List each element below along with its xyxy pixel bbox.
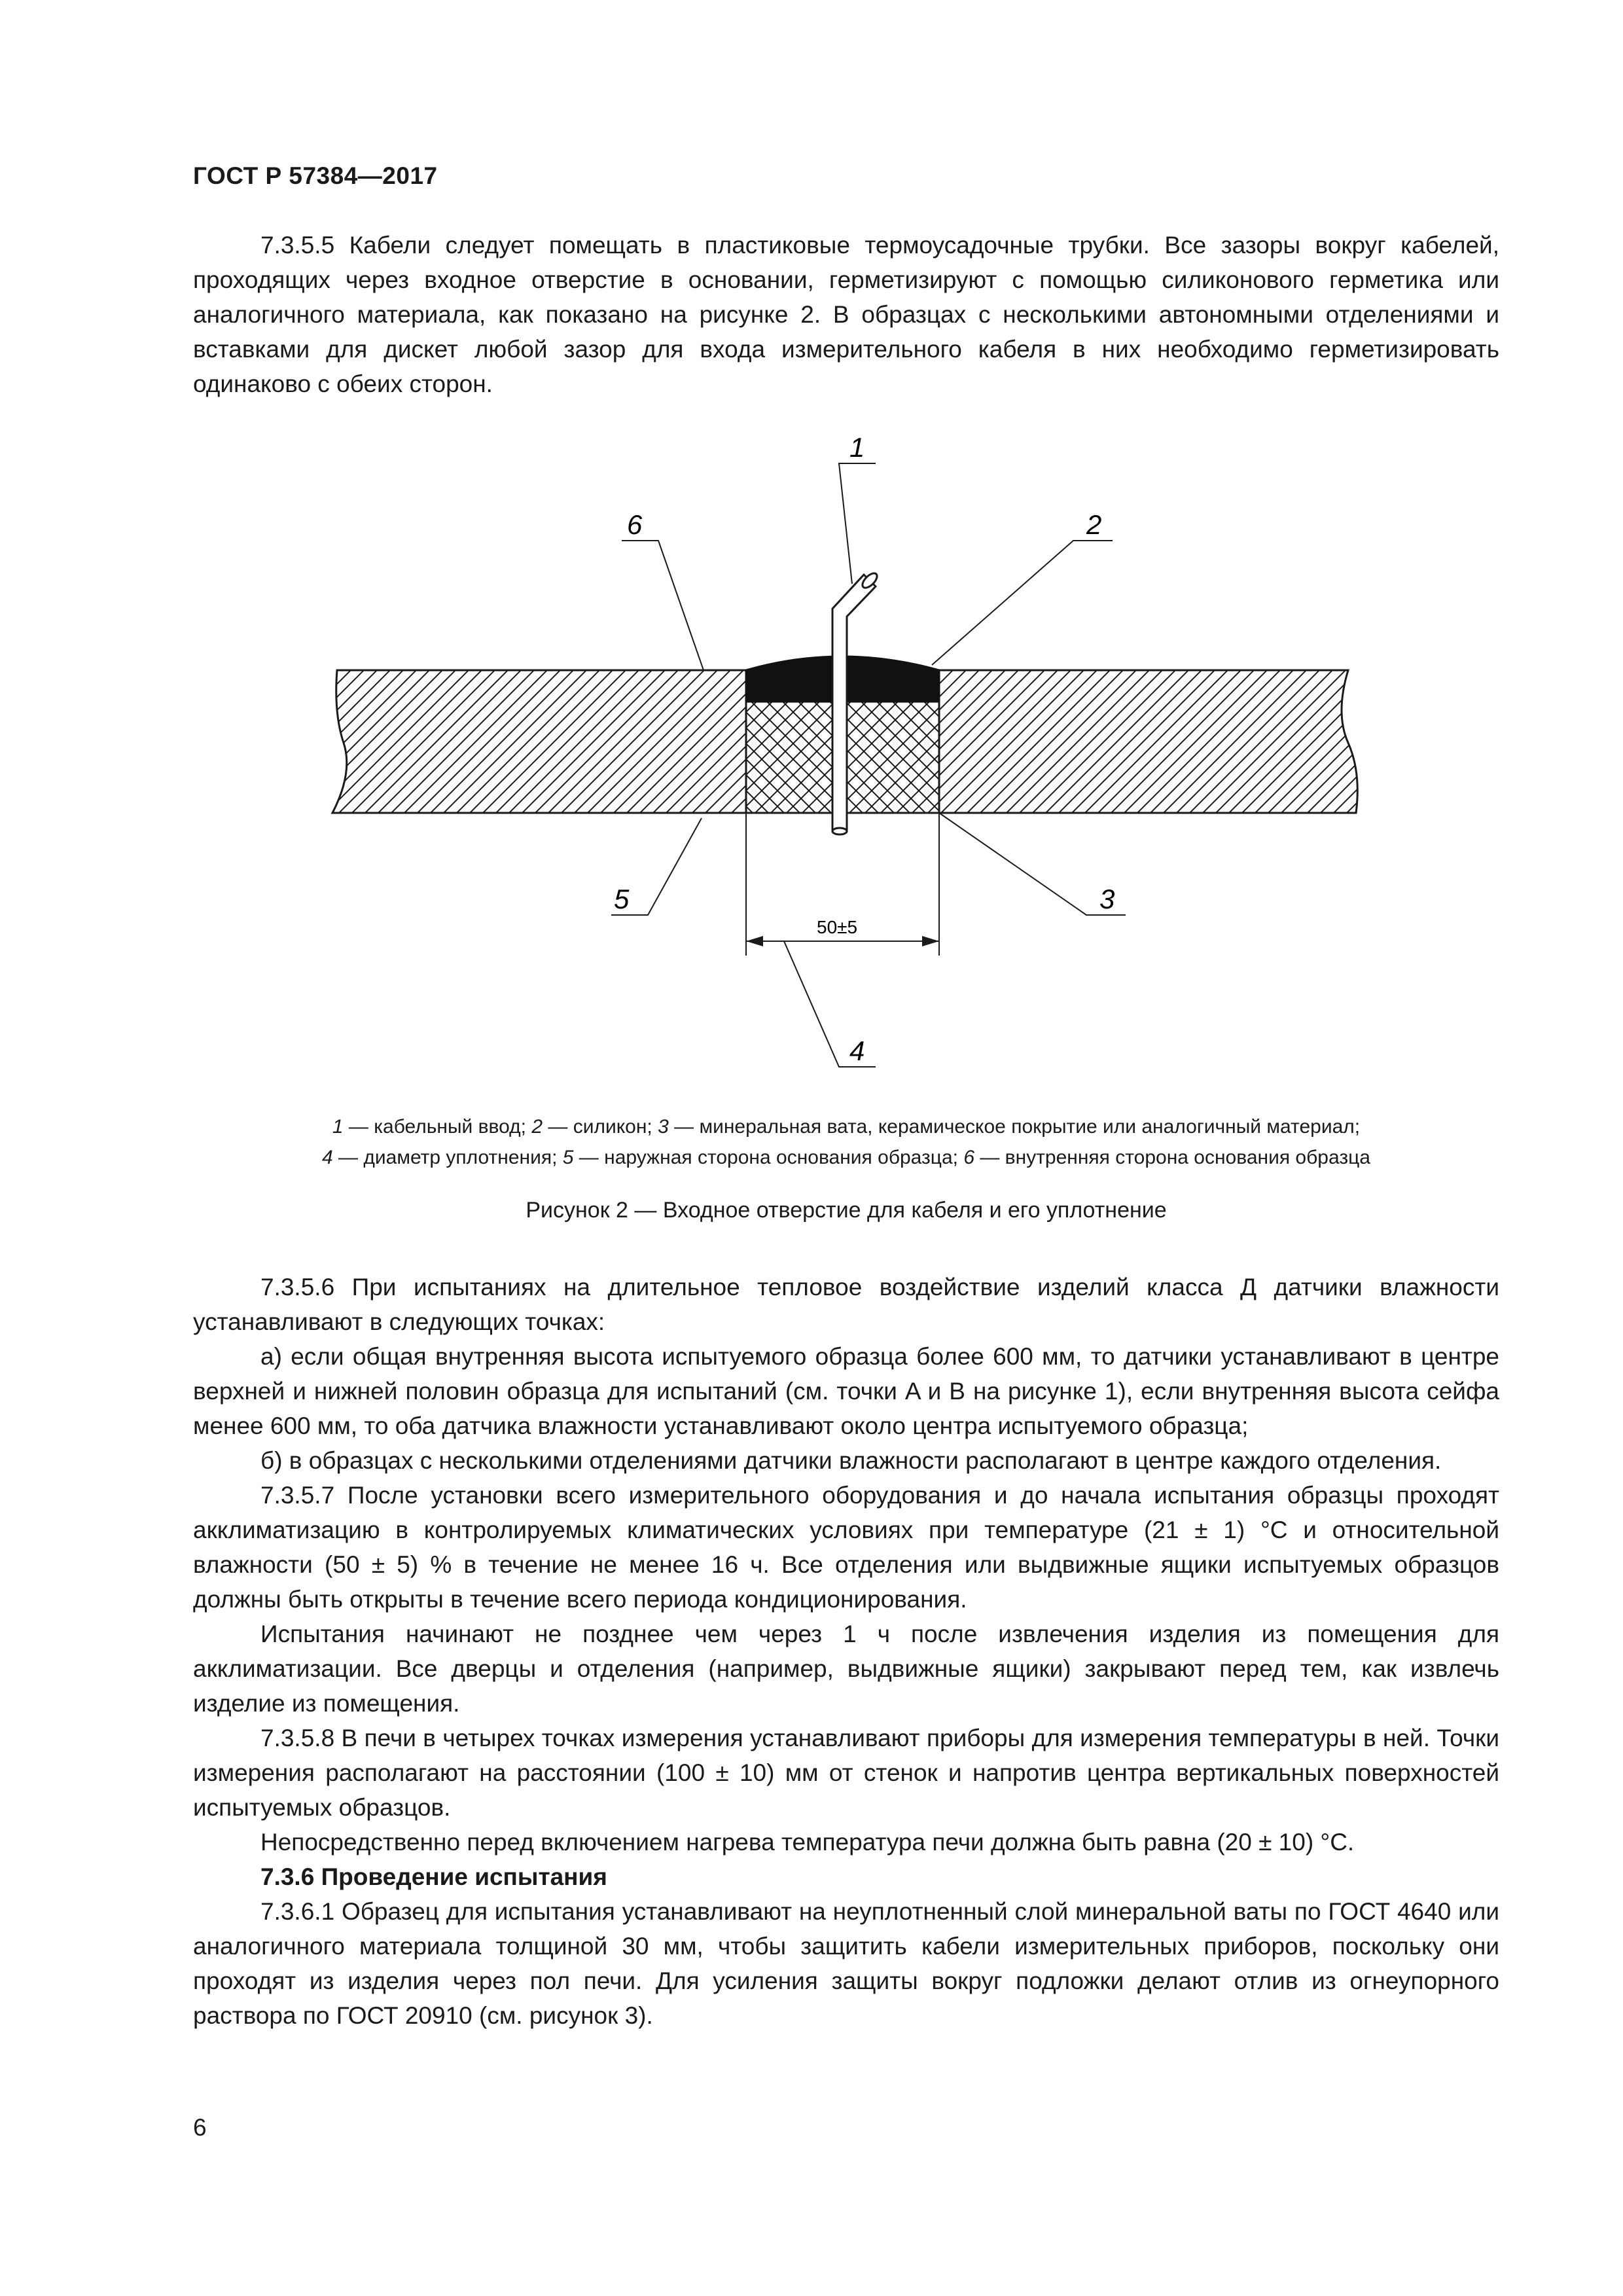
callout-2: 2 bbox=[1086, 509, 1102, 540]
figure-legend bbox=[193, 1111, 1499, 1173]
legend-text: — минеральная вата, керамическое покрытие или аналогичный материал; bbox=[668, 1116, 1361, 1138]
legend-num: 4 bbox=[322, 1147, 333, 1168]
paragraph-7357: 7.3.5.7 После установки всего измерительного оборудования и до начала испытания образцы проходят акклиматизацию в контролируемых климатических условиях при температуре (21 ± 1) °С и относительной влажности (50 ± 5) % в течение не менее 16 ч. Все отделения или выдвижные ящики испытуемых образцов должны быть открыты в течение всего периода кондиционирования. bbox=[193, 1482, 1499, 1613]
list-item-b: б) в образцах с несколькими отделениями датчики влажности располагают в центре каждого отделения. bbox=[260, 1447, 1442, 1474]
dimension-label: 50±5 bbox=[817, 917, 858, 937]
legend-num: 5 bbox=[562, 1147, 574, 1168]
leader-3 bbox=[939, 813, 1126, 915]
legend-num: 2 bbox=[531, 1116, 543, 1138]
paragraph-7355: 7.3.5.5 Кабели следует помещать в пластиковые термоусадочные трубки. Все зазоры вокруг кабелей, проходящих через входное отверстие в основании, герметизируют с помощью силиконового герметика или аналогичного материала, как показано на рисунке 2. В образцах с несколькими автономными отделениями и вставками для дискет любой зазор для входа измерительного кабеля в них необходимо герметизировать одинаково с обеих сторон. bbox=[193, 232, 1499, 397]
legend-num: 1 bbox=[332, 1116, 344, 1138]
base-plate-left bbox=[332, 670, 746, 813]
legend-num: 6 bbox=[963, 1147, 975, 1168]
legend-text: — кабельный ввод; bbox=[343, 1116, 532, 1138]
leader-1 bbox=[839, 463, 876, 584]
paragraph-7356: 7.3.5.6 При испытаниях на длительное тепловое воздействие изделий класса Д датчики влажности устанавливают в следующих точках: bbox=[193, 1274, 1499, 1335]
legend-text: — наружная сторона основания образца; bbox=[573, 1147, 964, 1168]
legend-line-2 bbox=[193, 1142, 1499, 1173]
legend-text: — силикон; bbox=[543, 1116, 658, 1138]
callout-4: 4 bbox=[849, 1035, 865, 1066]
legend-line-1 bbox=[193, 1111, 1499, 1142]
list-item-a: а) если общая внутренняя высота испытуемого образца более 600 мм, то датчики устанавливают в центре верхней и нижней половин образца для испытаний (см. точки A и B на рисунке 1), если внутренняя высота сейфа менее 600 мм, то оба датчика влажности устанавливают около центра испытуемого образца; bbox=[193, 1343, 1499, 1439]
callout-1: 1 bbox=[849, 432, 865, 463]
document-header: ГОСТ Р 57384—2017 bbox=[193, 162, 438, 189]
paragraph-temperature: Непосредственно перед включением нагрева температура печи должна быть равна (20 ± 10) °С. bbox=[260, 1829, 1355, 1856]
figure-caption: Рисунок 2 — Входное отверстие для кабеля и его уплотнение bbox=[526, 1198, 1167, 1223]
paragraph-7355-block bbox=[193, 228, 1499, 401]
callout-6: 6 bbox=[627, 509, 643, 540]
paragraph-tests: Испытания начинают не позднее чем через 1 ч после извлечения изделия из помещения для акклиматизации. Все дверцы и отделения (например, выдвижные ящики) закрывают перед тем, как извлечь изделие из помещения. bbox=[193, 1621, 1499, 1717]
section-heading-736: 7.3.6 Проведение испытания bbox=[260, 1863, 607, 1890]
body-text bbox=[193, 1270, 1499, 2033]
base-plate-right bbox=[939, 670, 1357, 813]
leader-2 bbox=[932, 541, 1113, 665]
paragraph-7358: 7.3.5.8 В печи в четырех точках измерения устанавливают приборы для измерения температуры в ней. Точки измерения располагают на расстоянии (100 ± 10) мм от стенок и напротив центра вертикальных поверхностей испытуемых образцов. bbox=[193, 1725, 1499, 1821]
page-number: 6 bbox=[193, 2114, 207, 2141]
callout-5: 5 bbox=[614, 884, 630, 914]
legend-text: — диаметр уплотнения; bbox=[332, 1147, 563, 1168]
cable-seal-drawing bbox=[0, 406, 1623, 1126]
legend-text: — внутренняя сторона основания образца bbox=[974, 1147, 1370, 1168]
figure-2 bbox=[0, 406, 1623, 1126]
leader-6 bbox=[622, 541, 704, 670]
callout-3: 3 bbox=[1099, 884, 1115, 914]
paragraph-7361: 7.3.6.1 Образец для испытания устанавливают на неуплотненный слой минеральной ваты по ГОСТ 4640 или аналогичного материала толщиной 30 мм, чтобы защитить кабели измерительных приборов, поскольку они проходят из изделия через пол печи. Для усиления защиты вокруг подложки делают отлив из огнеупорного раствора по ГОСТ 20910 (см. рисунок 3). bbox=[193, 1898, 1499, 2029]
legend-num: 3 bbox=[658, 1116, 669, 1138]
